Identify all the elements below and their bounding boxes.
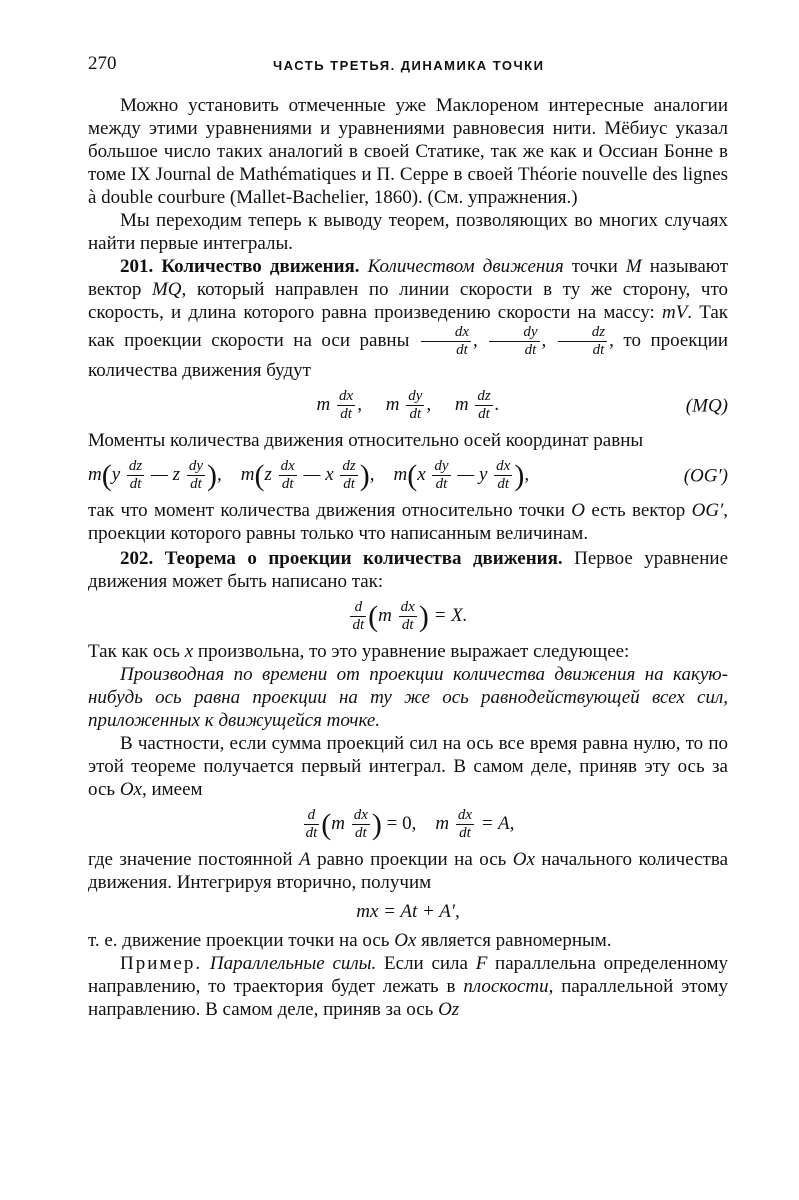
example-title: Параллельные силы. [209,953,377,974]
example-label: Пример. [120,953,203,974]
equation-mq: m $\frac{dx}{dt}$ , m $\frac{dy}{dt}$ , m $\frac{dz}{dt}$ . (MQ) [316,388,728,422]
paragraph-first-integral: В частности, если сумма проекций сил на ось все время равна нулю, то по этой теореме получается первый интеграл. В самом деле, приняв эту ось за ось Ox, имеем [88,733,728,800]
term-momentum: Количеством движения [367,256,564,277]
section-201-heading: 201. Количество движения. [120,256,360,277]
equation-uniform: mx = At + A′, [356,901,460,922]
paragraph-analogies: Можно установить отмеченные уже Маклореном интересные аналогии между этими уравнениями и уравнениями равновесия нити. Мёбиус указал большое число таких аналогий в своей Статике, так же как и Оссиан Бонне в томе IX Journal de Mathématiques и П. Серре в своей Théorie nouvelle des lignes à double courbure (Mallet-Bachelier, 1860). (См. упражнения.) [88,95,728,208]
section-201: 201. Количество движения. Количеством движения точки M называют вектор MQ, который направлен по линии скорости в ту же сторону, что скорость, и длина которого равна произведению скорости на массу: mV. Так как проекции скорости на оси равны $\frac{dx}{dt}$ , $\frac{dy}{dt}$ , $\frac{dz}{dt}$ , то проекции количества движения будут [88,256,729,381]
theorem-statement: Производная по времени от проекции количества движения на какую-нибудь ось равна проекции на ту же ось равнодействующей всех сил, приложенных к движущейся точке. [88,664,728,731]
equation-tag-og: (OG′) [683,465,728,486]
moments-intro: Моменты количества движения относительно осей координат равны [88,430,644,451]
equation-og: m(y $\frac{dz}{dt}$ — z $\frac{dy}{dt}$ ), m(z $\frac{dx}{dt}$ — x $\frac{dz}{dt}$ ), m(x $\frac{dy}{dt}$ — y $\frac{dx}{dt}$ ), (OG′) [88,458,728,492]
paragraph-example: Пример. Параллельные силы. Если сила F параллельна определенному направлению, то траектория будет лежать в плоскости, параллельной этому направлению. В самом деле, приняв за ось Oz [88,953,728,1020]
page [88,52,728,1021]
paragraph-constant: где значение постоянной A равно проекции на ось Ox начального количества движения. Интегрируя вторично, получим [88,849,729,893]
section-202: 202. Теорема о проекции количества движения. Первое уравнение движения может быть написано так: [88,548,729,592]
equation-newton: $\frac{d}{dt}$ (m $\frac{dx}{dt}$ ) = X. [352,599,468,633]
page-header [88,52,728,78]
equation-first-integral: $\frac{d}{dt}$ (m $\frac{dx}{dt}$ ) = 0, m $\frac{dx}{dt}$ = A, [305,807,515,841]
paragraph-arbitrary-axis: Так как ось x произвольна, то это уравнение выражает следующее: [88,641,630,662]
page-number: 270 [88,53,117,74]
section-202-heading: 202. Теорема о проекции количества движения. [120,548,563,569]
running-head: ЧАСТЬ ТРЕТЬЯ. ДИНАМИКА ТОЧКИ [273,58,545,73]
equation-tag-mq: (MQ) [685,395,728,416]
moments-after: так что момент количества движения относительно точки O есть вектор OG′, проекции которого равны только что написанным величинам. [88,500,728,544]
paragraph-uniform: т. е. движение проекции точки на ось Ox является равномерным. [88,930,612,951]
paragraph-transition: Мы переходим теперь к выводу теорем, позволяющих во многих случаях найти первые интегралы. [88,210,728,254]
